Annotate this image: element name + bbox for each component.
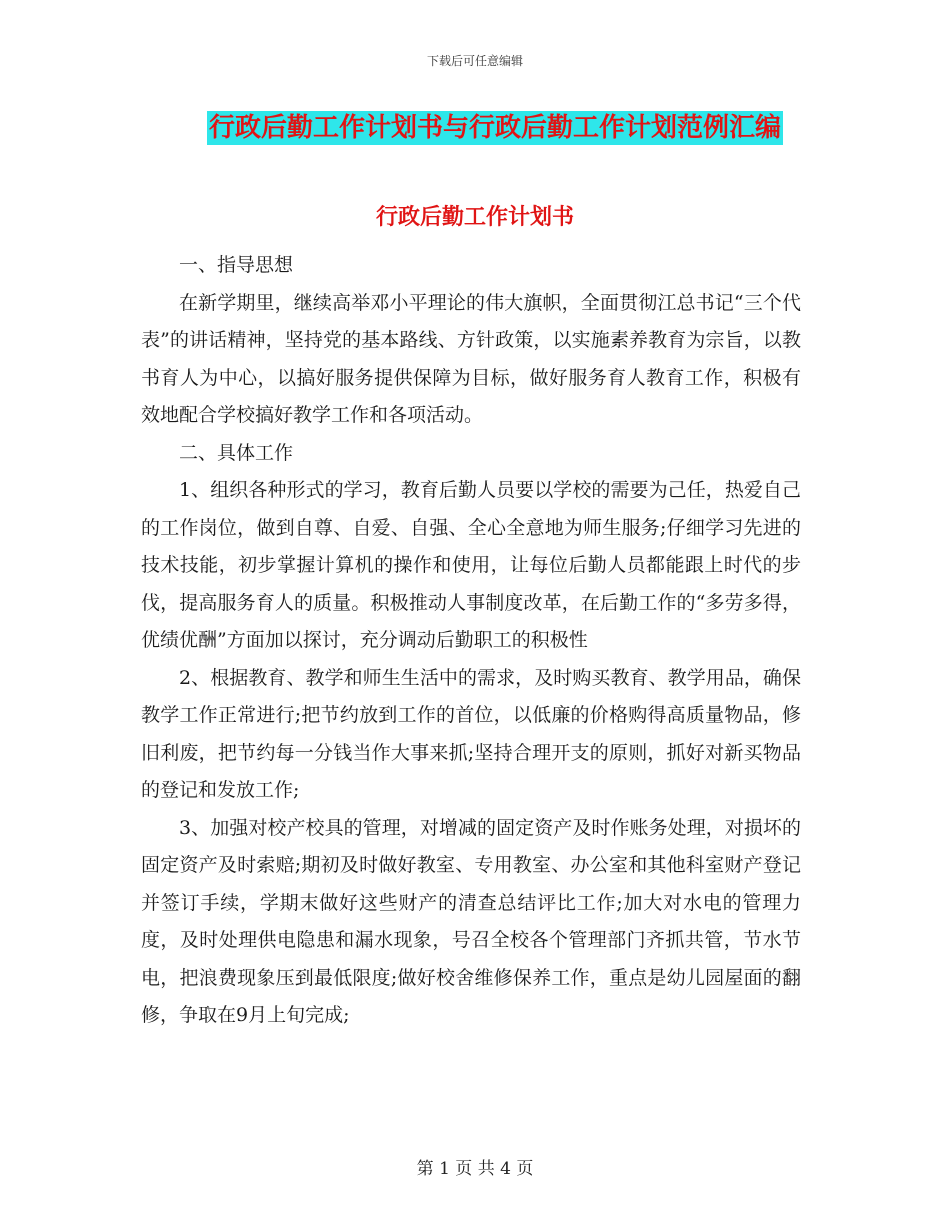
document-main-title: 行政后勤工作计划书与行政后勤工作计划范例汇编 xyxy=(209,113,782,143)
page-footer: 第 1 页 共 4 页 xyxy=(416,1159,534,1179)
paragraph-item-1: 1、组织各种形式的学习，教育后勤人员要以学校的需要为己任，热爱自己的工作岗位，做到自尊、自爱、自强、全心全意地为师生服务;仔细学习先进的技术技能，初步掌握计算机的操作和使用，让每位后勤人员都能跟上时代的步伐，提高服务育人的质量。积极推动人事制度改革，在后勤工作的“多劳多得，优绩优酬”方面加以探讨，充分调动后勤职工的积极性 xyxy=(141,479,801,651)
header-note: 下载后可任意编辑 xyxy=(426,54,523,68)
document-body xyxy=(141,247,801,1035)
section-heading-guiding-ideology: 一、指导思想 xyxy=(179,254,294,276)
document-sub-title: 行政后勤工作计划书 xyxy=(375,205,574,230)
paragraph-guiding-ideology: 在新学期里，继续高举邓小平理论的伟大旗帜，全面贯彻江总书记“三个代表”的讲话精神，坚持党的基本路线、方针政策，以实施素养教育为宗旨，以教书育人为中心，以搞好服务提供保障为目标，做好服务育人教育工作，积极有效地配合学校搞好教学工作和各项活动。 xyxy=(141,291,801,426)
paragraph-item-2: 2、根据教育、教学和师生生活中的需求，及时购买教育、教学用品，确保教学工作正常进行;把节约放到工作的首位，以低廉的价格购得高质量物品，修旧利废，把节约每一分钱当作大事来抓;坚持合理开支的原则，抓好对新买物品的登记和发放工作; xyxy=(141,666,801,801)
paragraph-item-3: 3、加强对校产校具的管理，对增减的固定资产及时作账务处理，对损坏的固定资产及时索赔;期初及时做好教室、专用教室、办公室和其他科室财产登记并签订手续，学期末做好这些财产的清查总结评比工作;加大对水电的管理力度，及时处理供电隐患和漏水现象，号召全校各个管理部门齐抓共管，节水节电，把浪费现象压到最低限度;做好校舍维修保养工作，重点是幼儿园屋面的翻修，争取在9月上旬完成; xyxy=(141,816,801,1026)
section-heading-specific-work: 二、具体工作 xyxy=(179,441,294,464)
